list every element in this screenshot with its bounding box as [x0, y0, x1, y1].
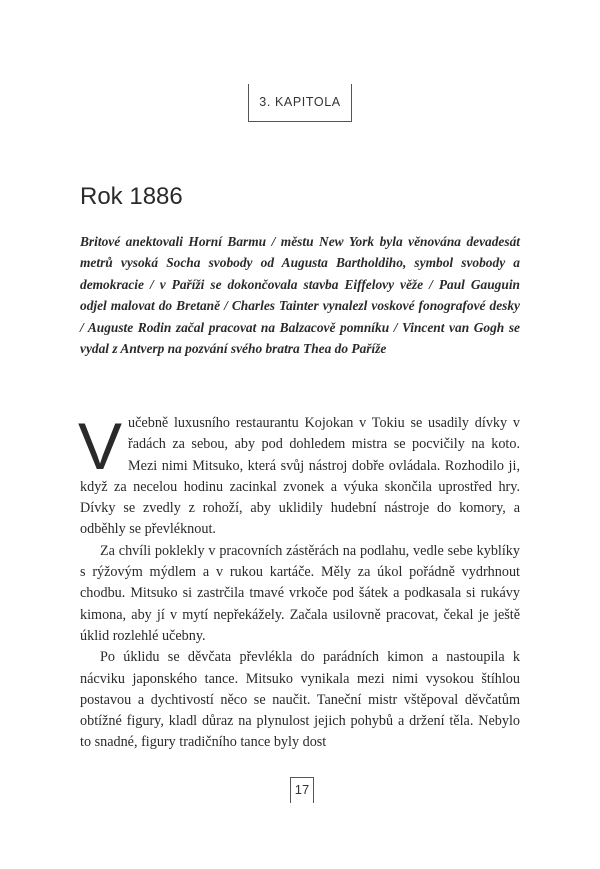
chapter-heading: Rok 1886 — [80, 183, 183, 210]
body-paragraph-2: Za chvíli poklekly v pracovních zástěrách na podlahu, vedle sebe kyblíky s rýžovým mýdlem a v rukou kartáče. Měly za úkol pořádně vydrhnout chodbu. Mitsuko si zastrčila tmavé vrkoče pod šátek a podkasala si rukávy kimona, aby jí v mytí nepřekážely. Začala usilovně pracovat, čekal je ještě úklid rozlehlé učebny. — [80, 542, 520, 644]
body-paragraph-3: Po úklidu se děvčata převlékla do parádních kimon a nastoupila k nácviku japonského tance. Mitsuko vynikala mezi nimi vysokou štíhlou postavou a dychtivostí něco se naučit. Taneční mistr vštěpoval děvčatům obtížné figury, kladl důraz na plynulost jejich pohybů a držení těla. Nebylo to snadné, figury tradičního tance byly dost — [80, 649, 520, 751]
paragraph-1-text: učebně luxusního restaurantu Kojokan v Tokiu se usadily dívky v řadách za sebou, aby pod dohledem mistra se pocvičily na koto. Mezi nimi Mitsuko, která svůj nástroj dobře ovládala. Rozhodilo ji, když za necelou hodinu zacinkal zvonek a výuka skončila uprostřed hry. Dívky se zvedly z rohoží, aby uklidily hudební nástroje do komory, a odběhly se převléknout. — [80, 415, 520, 538]
page-number: 17 — [290, 777, 314, 803]
chapter-body-text — [78, 409, 520, 754]
chapter-label: 3. KAPITOLA — [248, 84, 352, 122]
drop-cap: V — [78, 409, 123, 483]
body-paragraph-1 — [78, 409, 520, 541]
chapter-epigraph: Britové anektovali Horní Barmu / městu New York byla věnována devadesát metrů vysoká Socha svobody od Augusta Bartholdiho, symbol svobody a demokracie / v Paříži se dokončovala stavba Eiffelovy věže / Paul Gauguin odjel malovat do Bretaně / Charles Tainter vynalezl voskové fonografové desky / Auguste Rodin začal pracovat na Balzacově pomníku / Vincent van Gogh se vydal z Antverp na pozvání svého bratra Thea do Paříže — [80, 234, 520, 357]
